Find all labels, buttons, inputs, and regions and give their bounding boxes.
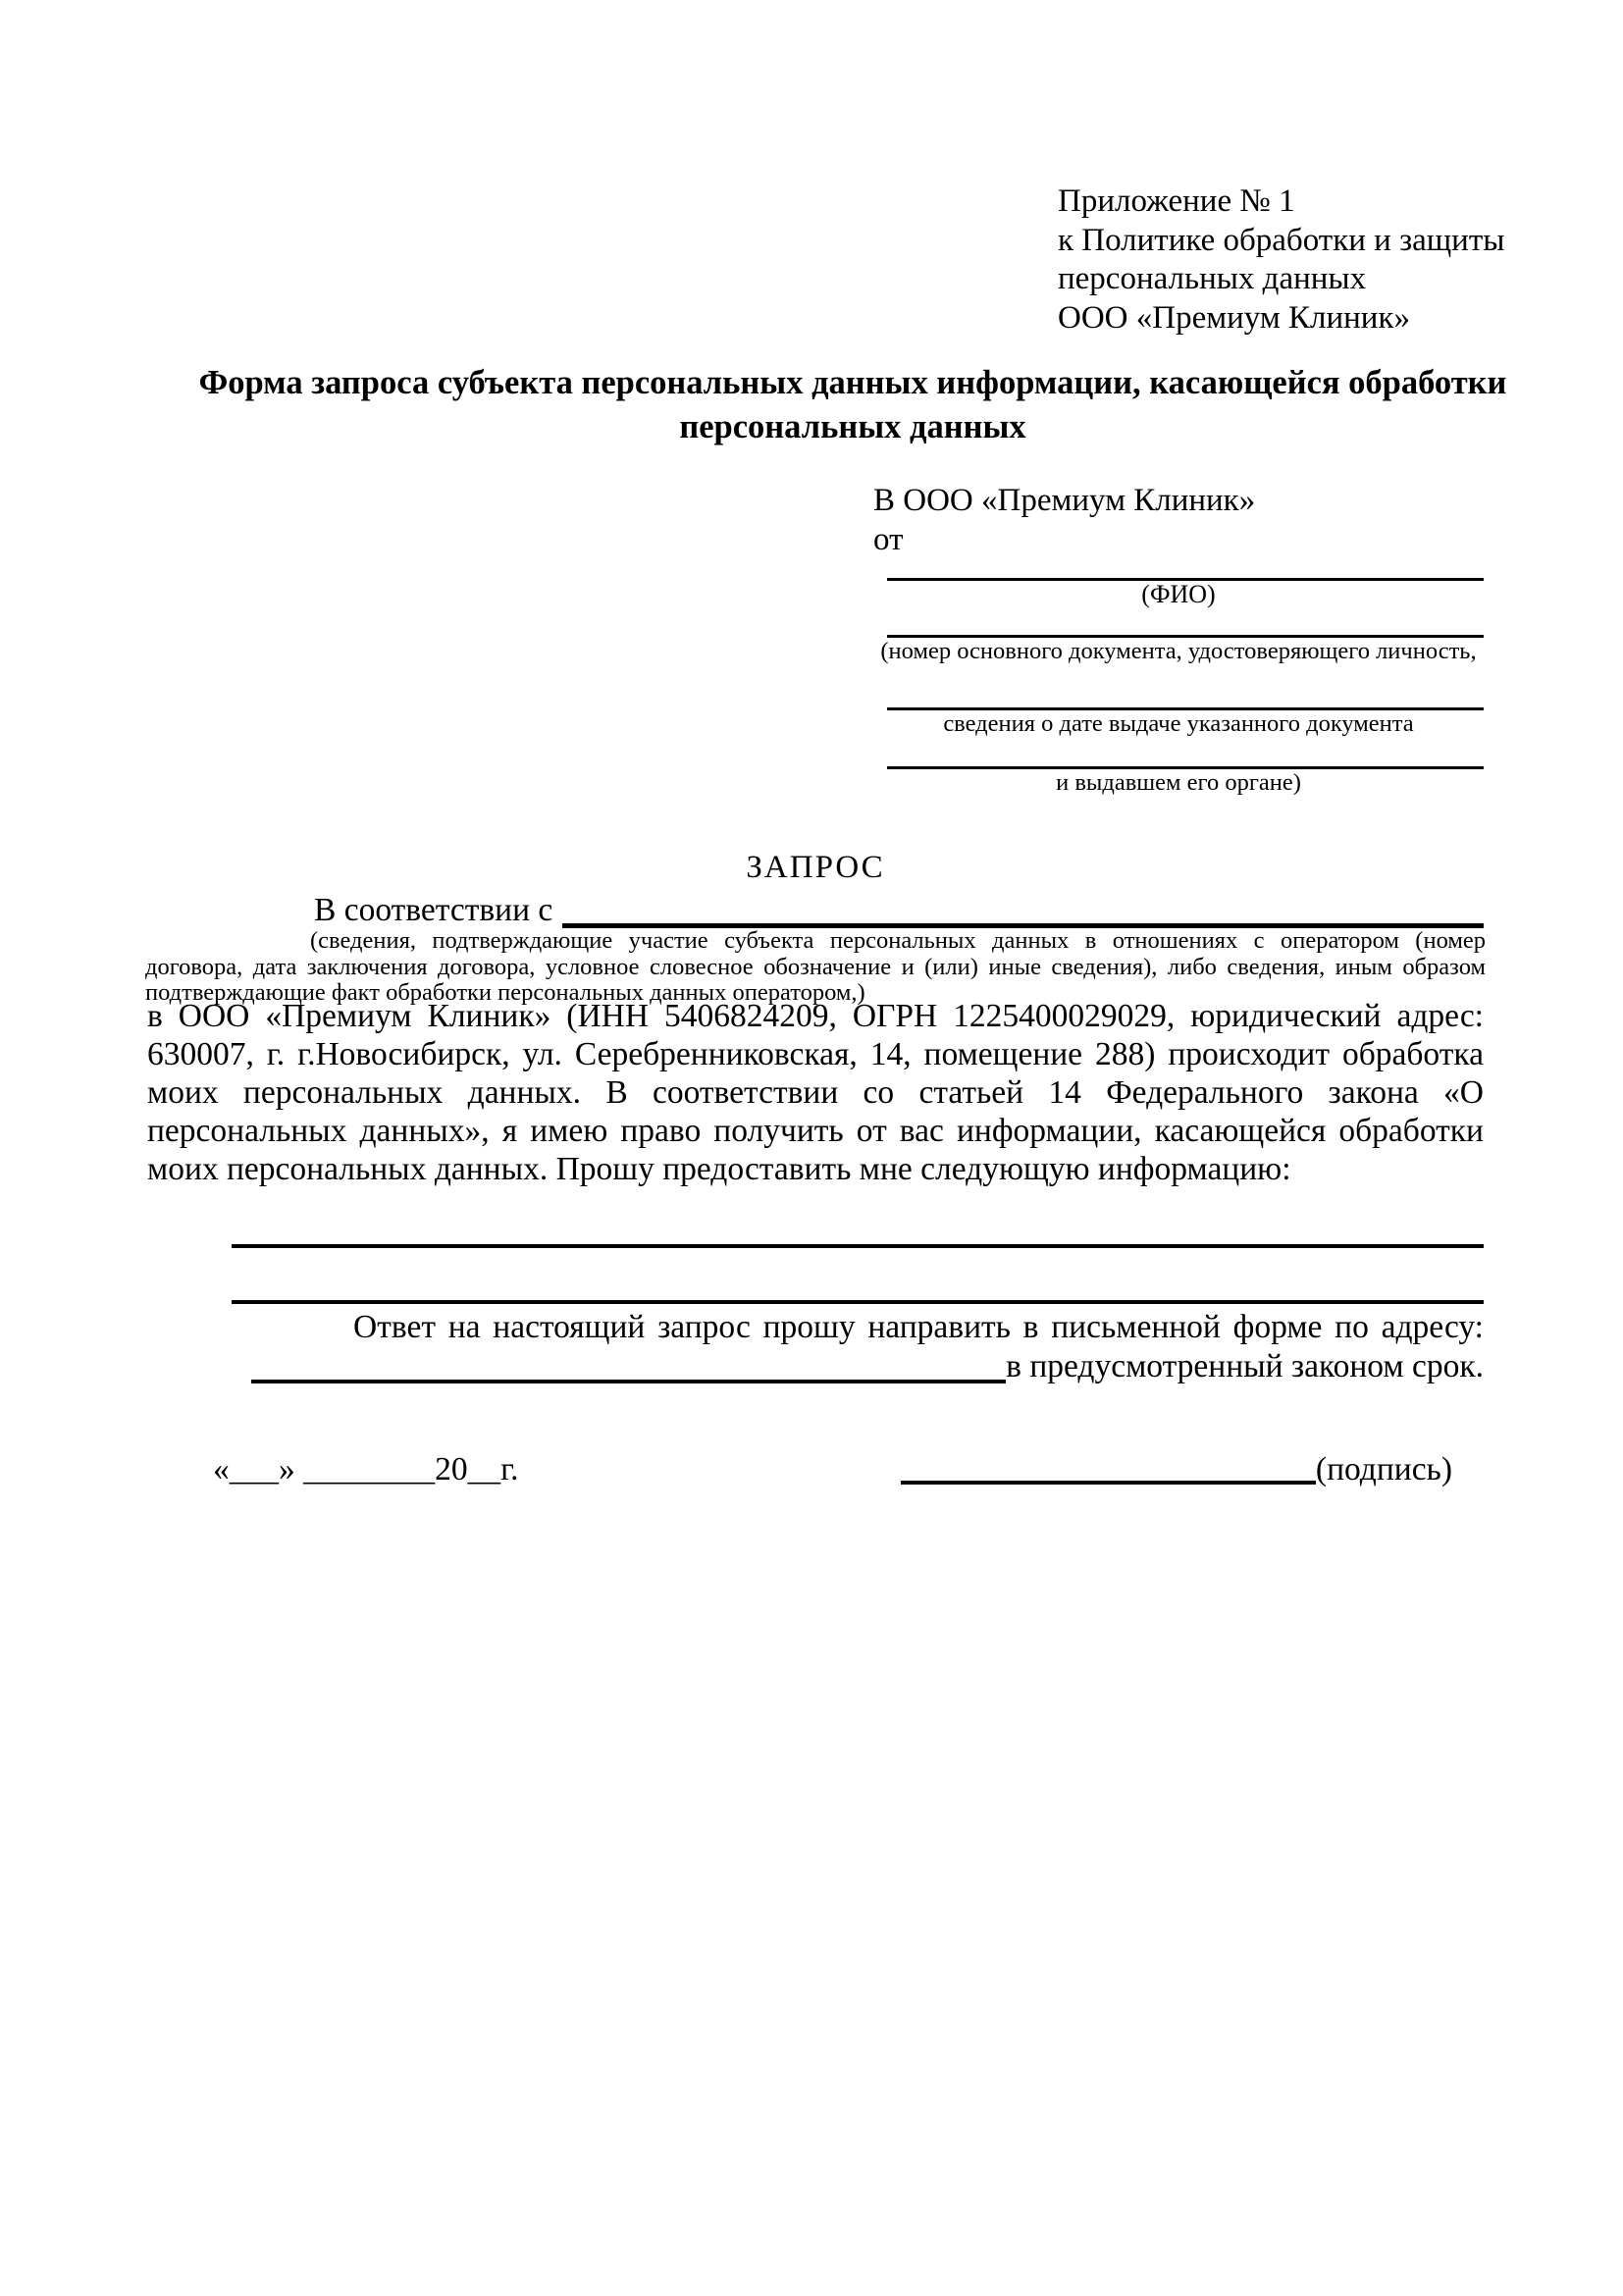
issuing-authority-blank-line: [887, 738, 1484, 769]
fio-blank-line: [887, 559, 1484, 581]
addressee-to: В ООО «Премиум Клиник»: [873, 483, 1256, 518]
appendix-line: к Политике обработки и защиты: [1058, 222, 1505, 258]
accordance-lead-text: В соответствии с: [314, 892, 553, 928]
signature-row: [147, 1449, 1484, 1490]
document-title: Форма запроса субъекта персональных данных информации, касающейся обработки персональных данных: [198, 364, 1507, 445]
requested-info-blank-line-2: [232, 1278, 1484, 1304]
appendix-line: ООО «Премиум Клиник»: [1058, 299, 1410, 336]
reply-paragraph-line1: Ответ на настоящий запрос прошу направить в письменной форме по адресу:: [353, 1309, 1484, 1345]
body-paragraph: в ООО «Премиум Клиник» (ИНН 5406824209, ОГРН 1225400029029, юридический адрес: 630007, г. г.Новосибирск, ул. Серебренниковская, 14, помещение 288) происходит обработка моих персональных данных. В соответствии со статьей 14 Федерального закона «О персональных данных», я имею право получить от вас информации, касающейся обработки моих персональных данных. Прошу предоставить мне следующую информацию:: [147, 998, 1484, 1187]
addressee-block: [873, 481, 1484, 797]
signature-blank-line: [901, 1481, 1316, 1485]
document-number-caption: (номер основного документа, удостоверяющего личность,: [880, 638, 1477, 664]
document-number-blank-line: [887, 608, 1484, 638]
date-template: «___» ________20__г.: [213, 1451, 519, 1487]
signature-area: [901, 1449, 1452, 1490]
accordance-row: [147, 891, 1484, 930]
issue-date-blank-line: [887, 665, 1484, 710]
addressee-from-label: от: [873, 522, 904, 557]
request-heading: ЗАПРОС: [746, 850, 885, 885]
signature-caption: (подпись): [1315, 1451, 1452, 1487]
requested-info-blank-line-1: [232, 1222, 1484, 1248]
reply-line2-suffix: в предусмотренный законом срок.: [1006, 1348, 1484, 1384]
accordance-footnote: (сведения, подтверждающие участие субъекта персональных данных в отношениях с оператором (номер договора, дата заключения договора, условное словесное обозначение и (или) иные сведения), либо сведения, иным образом подтверждающие факт обработки персональных данных оператором,): [145, 927, 1486, 1006]
appendix-block: [1058, 183, 1504, 338]
issue-date-caption: сведения о дате выдаче указанного документа: [943, 710, 1414, 737]
issuing-authority-caption: и выдавшем его органе): [1056, 769, 1301, 796]
fio-caption: (ФИО): [1141, 580, 1216, 608]
appendix-line: персональных данных: [1058, 261, 1367, 296]
appendix-line: Приложение № 1: [1058, 183, 1295, 219]
reply-paragraph-line2: [147, 1347, 1484, 1386]
address-blank-line: [251, 1380, 1006, 1383]
